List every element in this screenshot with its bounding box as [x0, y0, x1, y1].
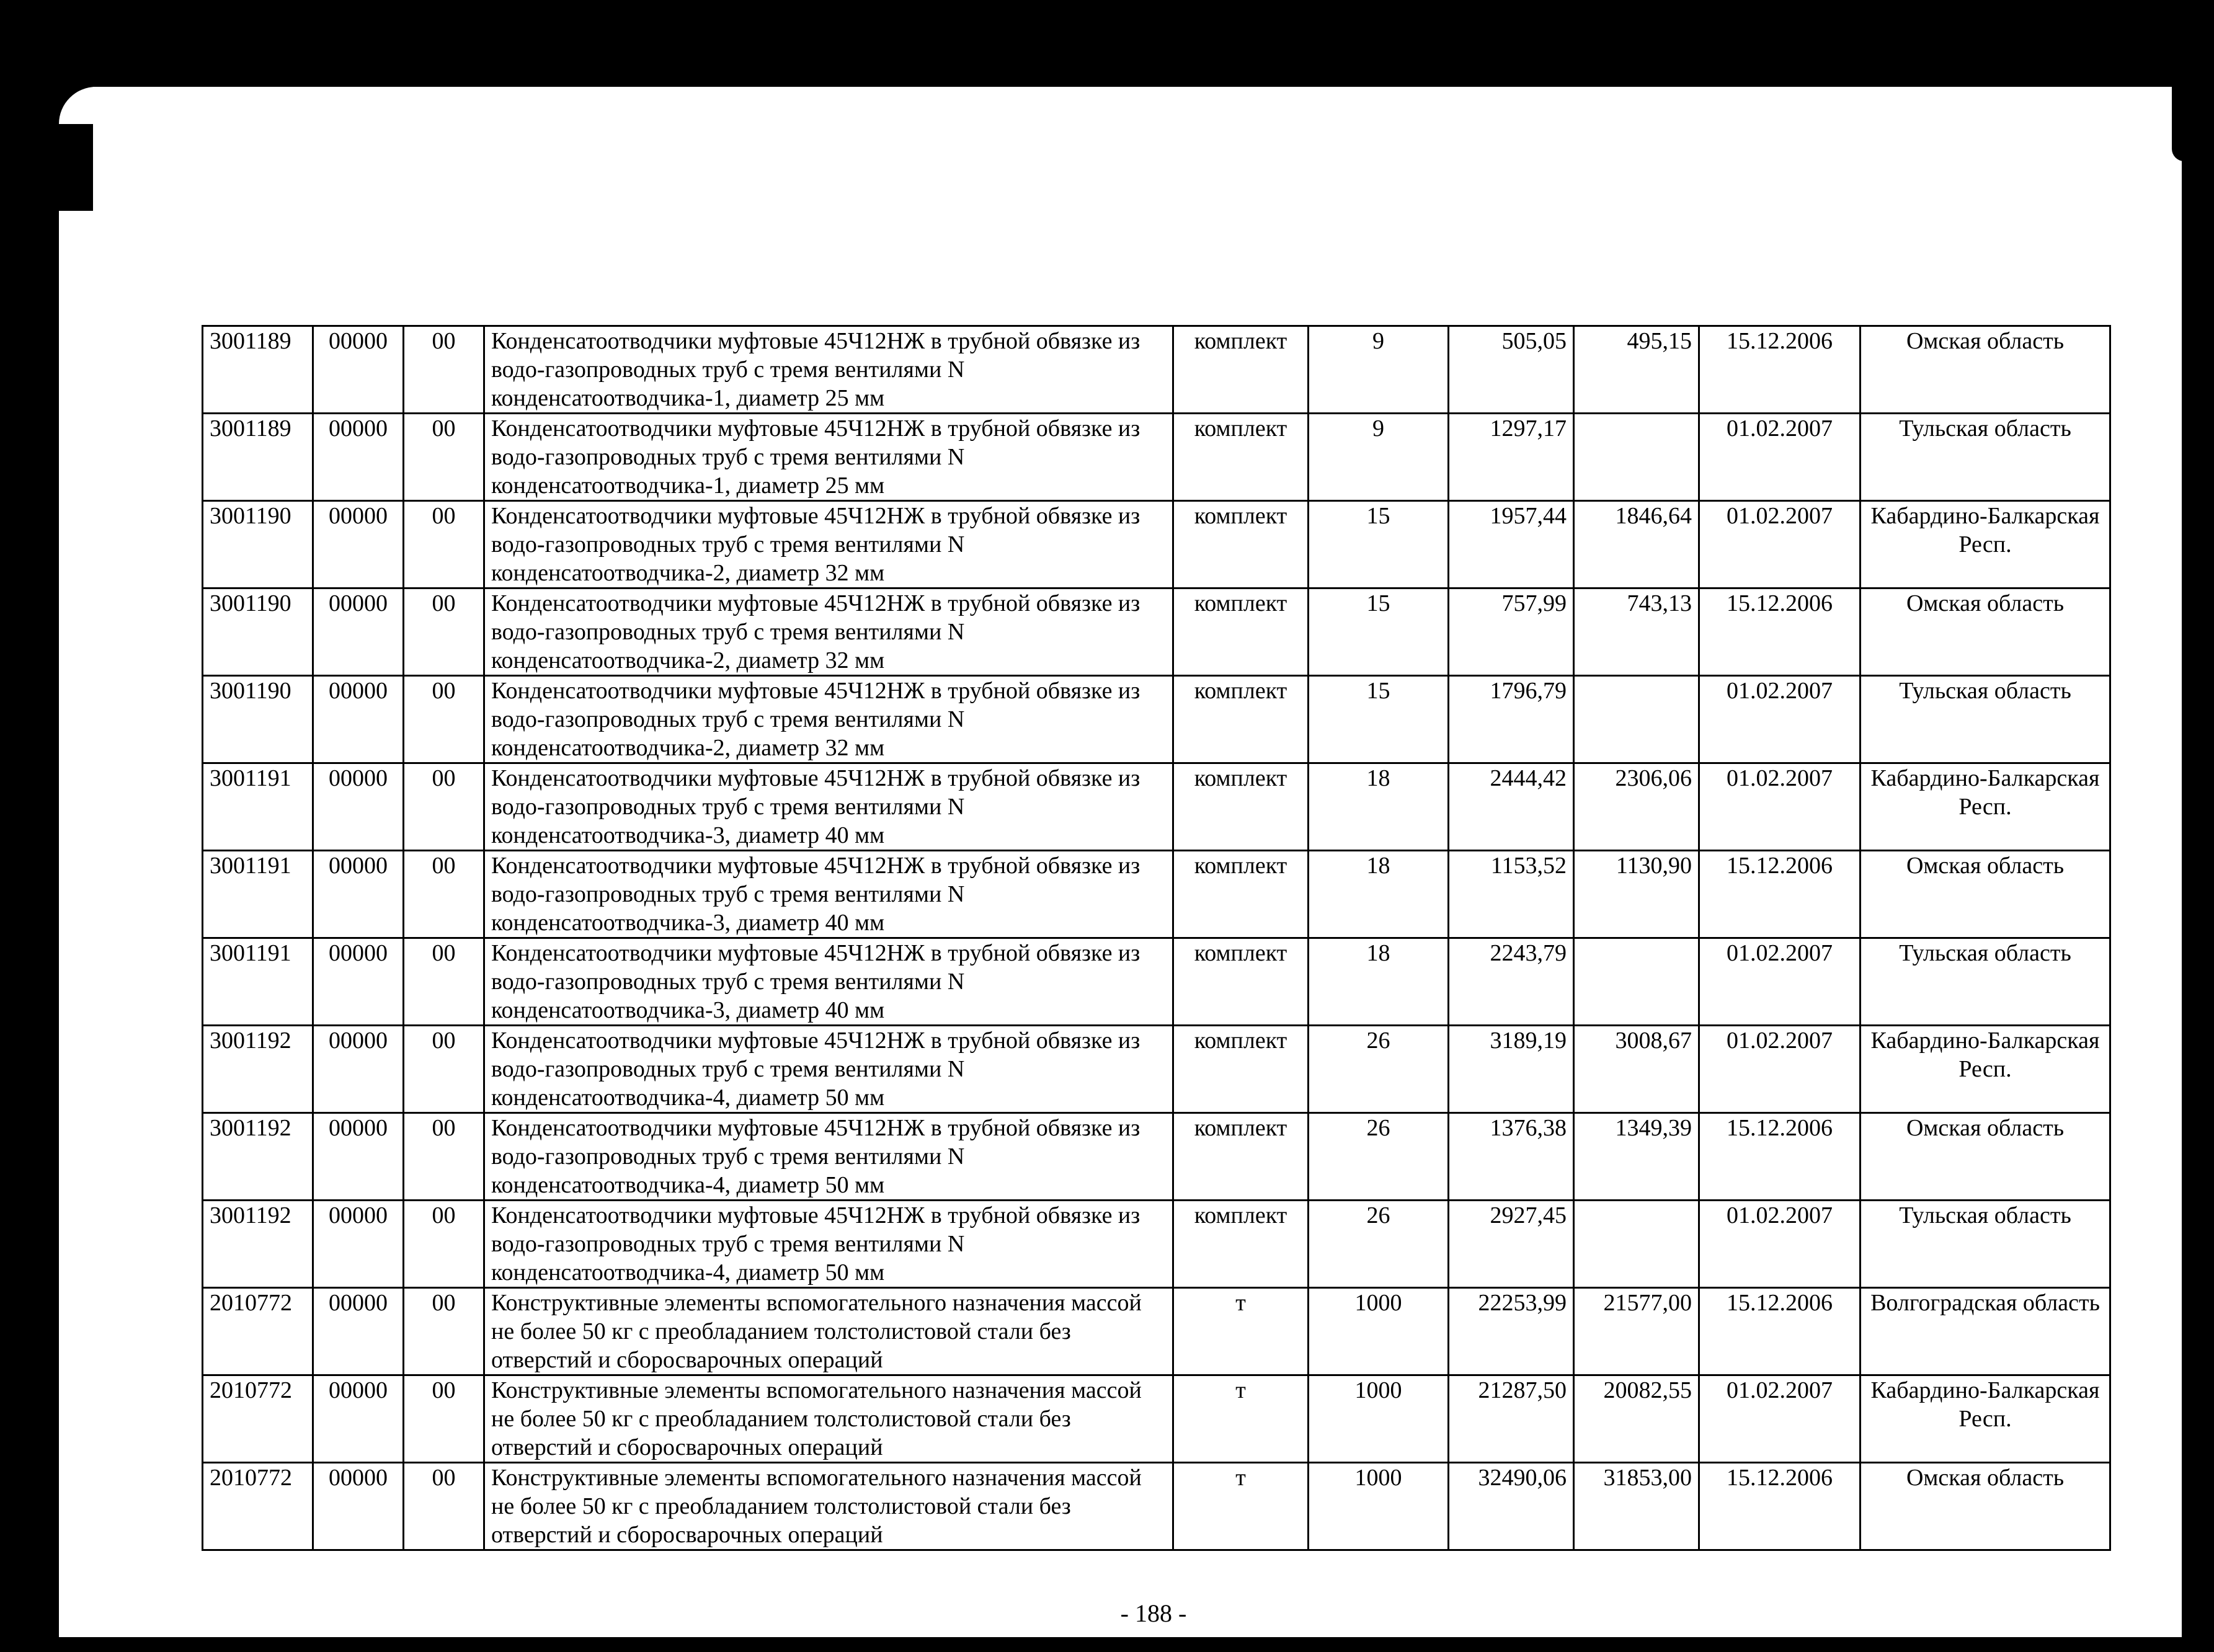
table-row [203, 588, 2110, 676]
price-cell: 1376,38 [1449, 1113, 1574, 1201]
region-cell: Омская область [1861, 326, 2110, 414]
table-row [203, 938, 2110, 1026]
scan-border-left [0, 87, 59, 1652]
code-cell: 2010772 [203, 1463, 313, 1550]
date-cell: 01.02.2007 [1699, 1375, 1861, 1463]
price-alt-cell: 20082,55 [1574, 1375, 1699, 1463]
region-cell: Тульская область [1861, 676, 2110, 763]
table-body [203, 326, 2110, 1550]
price-alt-cell [1574, 938, 1699, 1026]
date-cell: 01.02.2007 [1699, 1026, 1861, 1113]
unit-cell: комплект [1173, 588, 1309, 676]
name-cell: Конденсатоотводчики муфтовые 45Ч12НЖ в трубной обвязке из водо-газопроводных труб с тремя вентилями N конденсатоотводчика-4, диаметр 50 мм [484, 1201, 1173, 1288]
region-cell: Омская область [1861, 1113, 2110, 1201]
quantity-cell: 15 [1309, 501, 1449, 588]
unit-cell: комплект [1173, 1113, 1309, 1201]
price-alt-cell: 743,13 [1574, 588, 1699, 676]
region-cell: Омская область [1861, 1463, 2110, 1550]
region-cell: Омская область [1861, 588, 2110, 676]
suffix-cell: 00 [404, 1026, 484, 1113]
unit-cell: комплект [1173, 1201, 1309, 1288]
quantity-cell: 1000 [1309, 1375, 1449, 1463]
quantity-cell: 18 [1309, 938, 1449, 1026]
subcode-cell: 00000 [313, 501, 404, 588]
table-row [203, 1375, 2110, 1463]
quantity-cell: 15 [1309, 676, 1449, 763]
price-alt-cell: 31853,00 [1574, 1463, 1699, 1550]
code-cell: 2010772 [203, 1288, 313, 1375]
quantity-cell: 18 [1309, 851, 1449, 938]
suffix-cell: 00 [404, 1463, 484, 1550]
quantity-cell: 26 [1309, 1026, 1449, 1113]
suffix-cell: 00 [404, 1201, 484, 1288]
unit-cell: комплект [1173, 938, 1309, 1026]
subcode-cell: 00000 [313, 1026, 404, 1113]
date-cell: 01.02.2007 [1699, 414, 1861, 501]
name-cell: Конденсатоотводчики муфтовые 45Ч12НЖ в трубной обвязке из водо-газопроводных труб с тремя вентилями N конденсатоотводчика-1, диаметр 25 мм [484, 326, 1173, 414]
quantity-cell: 1000 [1309, 1288, 1449, 1375]
suffix-cell: 00 [404, 1288, 484, 1375]
subcode-cell: 00000 [313, 1375, 404, 1463]
scan-border-bottom [0, 1637, 2214, 1652]
region-cell: Кабардино-Балкарская Респ. [1861, 501, 2110, 588]
unit-cell: комплект [1173, 1026, 1309, 1113]
suffix-cell: 00 [404, 676, 484, 763]
price-cell: 2243,79 [1449, 938, 1574, 1026]
name-cell: Конденсатоотводчики муфтовые 45Ч12НЖ в трубной обвязке из водо-газопроводных труб с тремя вентилями N конденсатоотводчика-3, диаметр 40 мм [484, 763, 1173, 851]
date-cell: 01.02.2007 [1699, 938, 1861, 1026]
table-row [203, 414, 2110, 501]
subcode-cell: 00000 [313, 763, 404, 851]
page-number: - 188 - [1120, 1599, 1187, 1627]
name-cell: Конденсатоотводчики муфтовые 45Ч12НЖ в трубной обвязке из водо-газопроводных труб с тремя вентилями N конденсатоотводчика-2, диаметр 32 мм [484, 676, 1173, 763]
quantity-cell: 18 [1309, 763, 1449, 851]
price-alt-cell: 2306,06 [1574, 763, 1699, 851]
name-cell: Конденсатоотводчики муфтовые 45Ч12НЖ в трубной обвязке из водо-газопроводных труб с тремя вентилями N конденсатоотводчика-4, диаметр 50 мм [484, 1026, 1173, 1113]
subcode-cell: 00000 [313, 326, 404, 414]
unit-cell: комплект [1173, 676, 1309, 763]
name-cell: Конденсатоотводчики муфтовые 45Ч12НЖ в трубной обвязке из водо-газопроводных труб с тремя вентилями N конденсатоотводчика-2, диаметр 32 мм [484, 501, 1173, 588]
price-alt-cell [1574, 414, 1699, 501]
code-cell: 3001191 [203, 763, 313, 851]
date-cell: 15.12.2006 [1699, 1288, 1861, 1375]
region-cell: Омская область [1861, 851, 2110, 938]
quantity-cell: 26 [1309, 1113, 1449, 1201]
name-cell: Конденсатоотводчики муфтовые 45Ч12НЖ в трубной обвязке из водо-газопроводных труб с тремя вентилями N конденсатоотводчика-3, диаметр 40 мм [484, 938, 1173, 1026]
suffix-cell: 00 [404, 414, 484, 501]
scan-border-right [2182, 87, 2214, 1652]
subcode-cell: 00000 [313, 414, 404, 501]
subcode-cell: 00000 [313, 851, 404, 938]
name-cell: Конструктивные элементы вспомогательного назначения массой не более 50 кг с преобладанием толстолистовой стали без отверстий и сборосварочных операций [484, 1463, 1173, 1550]
suffix-cell: 00 [404, 326, 484, 414]
suffix-cell: 00 [404, 851, 484, 938]
price-cell: 32490,06 [1449, 1463, 1574, 1550]
scan-line [434, 1641, 2202, 1643]
code-cell: 3001190 [203, 501, 313, 588]
suffix-cell: 00 [404, 938, 484, 1026]
code-cell: 3001191 [203, 851, 313, 938]
suffix-cell: 00 [404, 763, 484, 851]
subcode-cell: 00000 [313, 1463, 404, 1550]
price-cell: 21287,50 [1449, 1375, 1574, 1463]
table-row [203, 1463, 2110, 1550]
price-cell: 3189,19 [1449, 1026, 1574, 1113]
code-cell: 3001192 [203, 1026, 313, 1113]
price-alt-cell [1574, 1201, 1699, 1288]
unit-cell: комплект [1173, 851, 1309, 938]
price-cell: 2444,42 [1449, 763, 1574, 851]
price-cell: 1153,52 [1449, 851, 1574, 938]
quantity-cell: 26 [1309, 1201, 1449, 1288]
suffix-cell: 00 [404, 1375, 484, 1463]
unit-cell: т [1173, 1463, 1309, 1550]
subcode-cell: 00000 [313, 1113, 404, 1201]
region-cell: Кабардино-Балкарская Респ. [1861, 1375, 2110, 1463]
table-row [203, 1026, 2110, 1113]
unit-cell: т [1173, 1375, 1309, 1463]
subcode-cell: 00000 [313, 676, 404, 763]
name-cell: Конденсатоотводчики муфтовые 45Ч12НЖ в трубной обвязке из водо-газопроводных труб с тремя вентилями N конденсатоотводчика-3, диаметр 40 мм [484, 851, 1173, 938]
date-cell: 01.02.2007 [1699, 763, 1861, 851]
price-cell: 1796,79 [1449, 676, 1574, 763]
date-cell: 01.02.2007 [1699, 676, 1861, 763]
name-cell: Конденсатоотводчики муфтовые 45Ч12НЖ в трубной обвязке из водо-газопроводных труб с тремя вентилями N конденсатоотводчика-1, диаметр 25 мм [484, 414, 1173, 501]
table-row [203, 763, 2110, 851]
region-cell: Кабардино-Балкарская Респ. [1861, 763, 2110, 851]
quantity-cell: 15 [1309, 588, 1449, 676]
quantity-cell: 9 [1309, 414, 1449, 501]
price-cell: 505,05 [1449, 326, 1574, 414]
price-alt-cell: 1349,39 [1574, 1113, 1699, 1201]
quantity-cell: 1000 [1309, 1463, 1449, 1550]
suffix-cell: 00 [404, 1113, 484, 1201]
price-alt-cell: 21577,00 [1574, 1288, 1699, 1375]
unit-cell: комплект [1173, 501, 1309, 588]
name-cell: Конденсатоотводчики муфтовые 45Ч12НЖ в трубной обвязке из водо-газопроводных труб с тремя вентилями N конденсатоотводчика-2, диаметр 32 мм [484, 588, 1173, 676]
date-cell: 15.12.2006 [1699, 1113, 1861, 1201]
subcode-cell: 00000 [313, 1201, 404, 1288]
code-cell: 3001192 [203, 1201, 313, 1288]
price-alt-cell: 495,15 [1574, 326, 1699, 414]
date-cell: 15.12.2006 [1699, 326, 1861, 414]
table-row [203, 1113, 2110, 1201]
subcode-cell: 00000 [313, 1288, 404, 1375]
subcode-cell: 00000 [313, 938, 404, 1026]
region-cell: Тульская область [1861, 1201, 2110, 1288]
unit-cell: комплект [1173, 763, 1309, 851]
table-row [203, 326, 2110, 414]
subcode-cell: 00000 [313, 588, 404, 676]
region-cell: Кабардино-Балкарская Респ. [1861, 1026, 2110, 1113]
suffix-cell: 00 [404, 501, 484, 588]
code-cell: 3001189 [203, 414, 313, 501]
price-cell: 22253,99 [1449, 1288, 1574, 1375]
scan-border-notch [2172, 87, 2184, 161]
scan-border-top [0, 0, 2214, 87]
code-cell: 2010772 [203, 1375, 313, 1463]
price-alt-cell: 1846,64 [1574, 501, 1699, 588]
code-cell: 3001192 [203, 1113, 313, 1201]
table-row [203, 851, 2110, 938]
code-cell: 3001191 [203, 938, 313, 1026]
quantity-cell: 9 [1309, 326, 1449, 414]
table-row [203, 676, 2110, 763]
name-cell: Конструктивные элементы вспомогательного назначения массой не более 50 кг с преобладанием толстолистовой стали без отверстий и сборосварочных операций [484, 1288, 1173, 1375]
price-table [202, 325, 2111, 1551]
name-cell: Конструктивные элементы вспомогательного назначения массой не более 50 кг с преобладанием толстолистовой стали без отверстий и сборосварочных операций [484, 1375, 1173, 1463]
date-cell: 15.12.2006 [1699, 851, 1861, 938]
region-cell: Тульская область [1861, 414, 2110, 501]
unit-cell: т [1173, 1288, 1309, 1375]
code-cell: 3001189 [203, 326, 313, 414]
unit-cell: комплект [1173, 414, 1309, 501]
price-alt-cell [1574, 676, 1699, 763]
price-alt-cell: 1130,90 [1574, 851, 1699, 938]
name-cell: Конденсатоотводчики муфтовые 45Ч12НЖ в трубной обвязке из водо-газопроводных труб с тремя вентилями N конденсатоотводчика-4, диаметр 50 мм [484, 1113, 1173, 1201]
table-row [203, 501, 2110, 588]
date-cell: 15.12.2006 [1699, 588, 1861, 676]
price-cell: 1957,44 [1449, 501, 1574, 588]
date-cell: 01.02.2007 [1699, 501, 1861, 588]
unit-cell: комплект [1173, 326, 1309, 414]
price-cell: 1297,17 [1449, 414, 1574, 501]
suffix-cell: 00 [404, 588, 484, 676]
table-row [203, 1288, 2110, 1375]
code-cell: 3001190 [203, 676, 313, 763]
date-cell: 15.12.2006 [1699, 1463, 1861, 1550]
date-cell: 01.02.2007 [1699, 1201, 1861, 1288]
code-cell: 3001190 [203, 588, 313, 676]
price-cell: 2927,45 [1449, 1201, 1574, 1288]
region-cell: Волгоградская область [1861, 1288, 2110, 1375]
region-cell: Тульская область [1861, 938, 2110, 1026]
price-alt-cell: 3008,67 [1574, 1026, 1699, 1113]
table-row [203, 1201, 2110, 1288]
price-cell: 757,99 [1449, 588, 1574, 676]
